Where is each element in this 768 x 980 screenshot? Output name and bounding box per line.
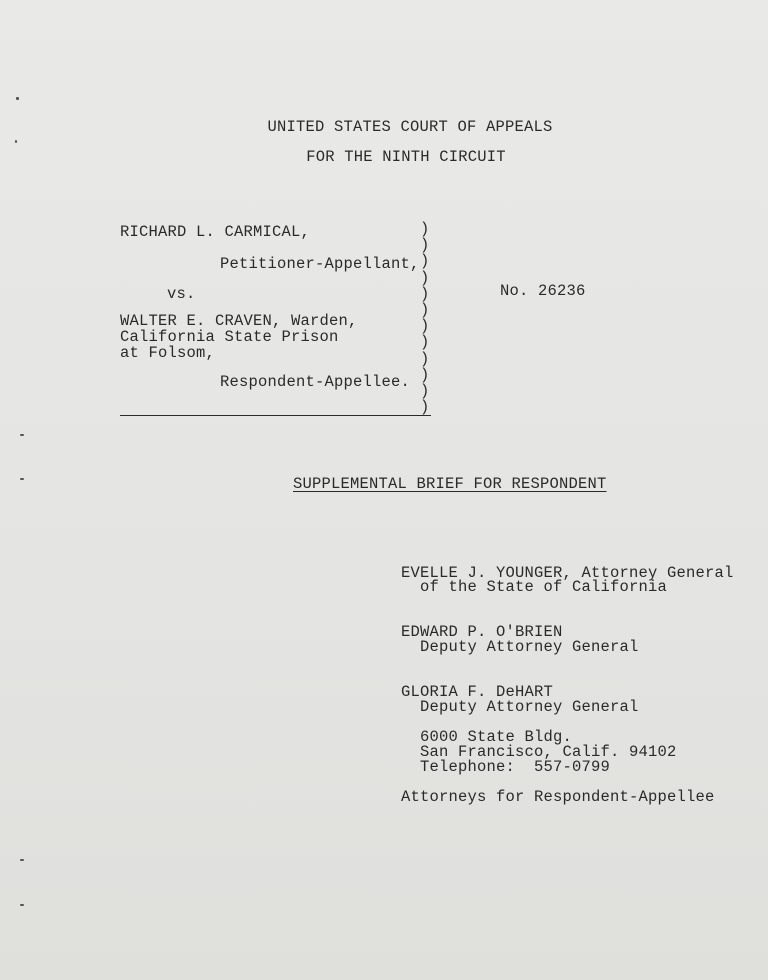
deputy1-name: EDWARD P. O'BRIEN <box>401 623 563 641</box>
document-title: SUPPLEMENTAL BRIEF FOR RESPONDENT <box>293 475 607 493</box>
court-name-line1: UNITED STATES COURT OF APPEALS <box>267 118 553 136</box>
respondent-name-line2: California State Prison <box>120 328 339 346</box>
petitioner-role: Petitioner-Appellant, <box>220 255 420 273</box>
scan-speck <box>20 478 24 480</box>
deputy1-title: Deputy Attorney General <box>401 638 639 656</box>
scan-speck <box>15 140 17 143</box>
deputy2-title: Deputy Attorney General <box>401 698 639 716</box>
respondent-name-line1: WALTER E. CRAVEN, Warden, <box>120 312 358 330</box>
attorney-general-line2: of the State of California <box>401 578 668 596</box>
respondent-name-line3: at Folsom, <box>120 344 216 362</box>
address-line1: 6000 State Bldg. <box>401 728 573 746</box>
scan-speck <box>20 859 24 861</box>
scan-speck <box>20 904 24 906</box>
telephone: Telephone: 557-0799 <box>401 758 611 776</box>
caption-bracket: ) ) ) ) ) ) ) ) ) ) ) ) <box>420 220 430 417</box>
scan-speck <box>20 434 24 436</box>
address-line2: San Francisco, Calif. 94102 <box>401 743 677 761</box>
respondent-role: Respondent-Appellee. <box>220 373 411 391</box>
petitioner-name: RICHARD L. CARMICAL, <box>120 223 311 241</box>
attorneys-for: Attorneys for Respondent-Appellee <box>401 788 715 806</box>
attorney-general-line1: EVELLE J. YOUNGER, Attorney General <box>401 564 734 582</box>
caption-rule <box>120 415 431 416</box>
deputy2-name: GLORIA F. DeHART <box>401 683 554 701</box>
court-name-line2: FOR THE NINTH CIRCUIT <box>306 148 506 166</box>
case-number: No. 26236 <box>500 282 586 300</box>
scan-speck <box>16 97 19 100</box>
versus-label: vs. <box>167 285 196 303</box>
